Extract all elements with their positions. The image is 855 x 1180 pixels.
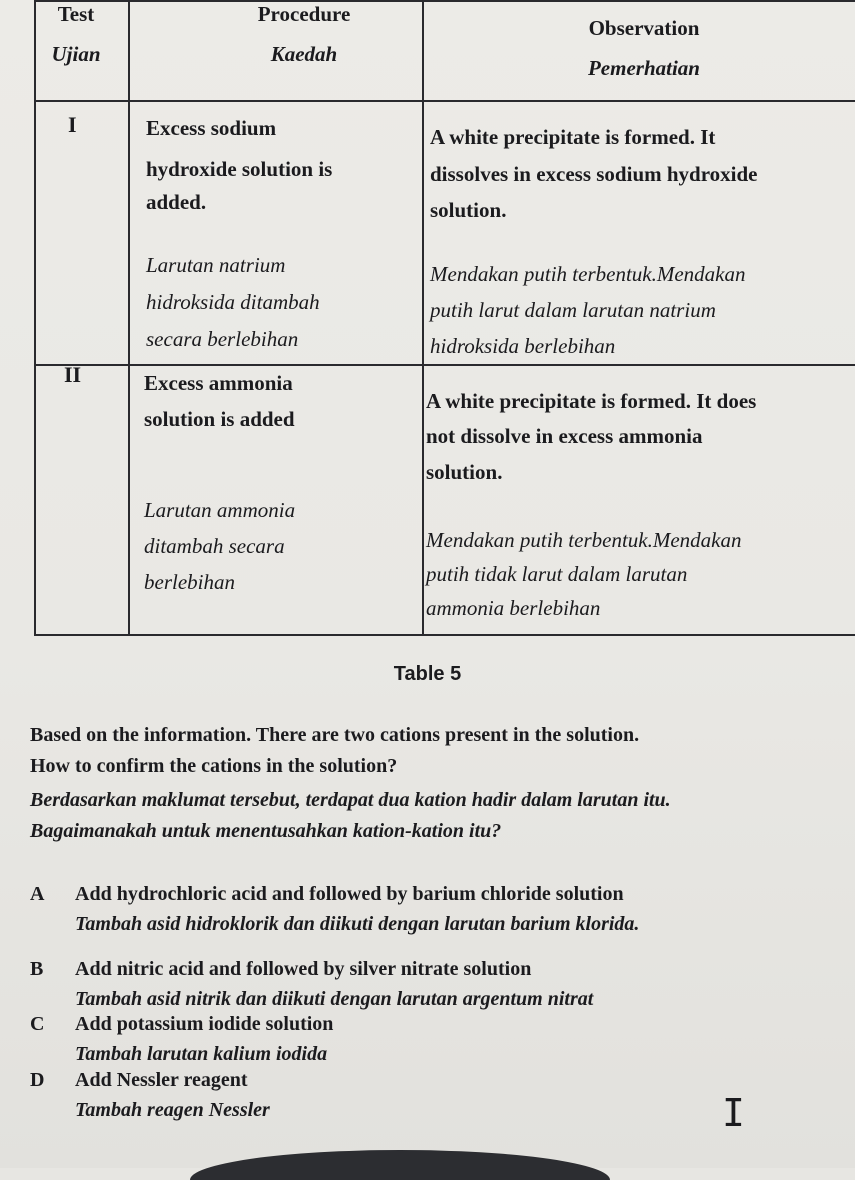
option-a-letter: A [30, 883, 45, 905]
option-b-en: Add nitric acid and followed by silver nitrate solution [75, 958, 532, 980]
option-d-ms: Tambah reagen Nessler [75, 1099, 270, 1121]
row2-procedure-ms-line1: Larutan ammonia [144, 498, 296, 522]
row1-procedure-en-line3: added. [146, 190, 207, 214]
row2-observation-en-line1: A white precipitate is formed. It does [426, 389, 757, 413]
question-ms-line2: Bagaimanakah untuk menentusahkan kation-kation itu? [30, 820, 502, 842]
question-en-line2: How to confirm the cations in the solution? [30, 755, 398, 777]
table-header-divider [34, 100, 855, 102]
option-c-en: Add potassium iodide solution [75, 1013, 334, 1035]
row1-procedure-en-line1: Excess sodium [146, 116, 277, 140]
header-procedure-en: Procedure [257, 2, 351, 26]
row2-observation-ms-line1: Mendakan putih terbentuk.Mendakan [426, 528, 742, 552]
row2-observation [426, 388, 855, 621]
row2-observation-ms-line2: putih tidak larut dalam larutan [426, 562, 688, 586]
row2-procedure-en-line1: Excess ammonia [144, 371, 293, 395]
question-en-line1: Based on the information. There are two cations present in the solution. [30, 724, 640, 746]
row2-procedure-en-line2: solution is added [144, 407, 295, 431]
option-d-en: Add Nessler reagent [75, 1069, 248, 1091]
row1-procedure [146, 115, 416, 352]
option-b-ms: Tambah asid nitrik dan diikuti dengan larutan argentum nitrat [75, 988, 594, 1010]
header-observation-ms: Pemerhatian [587, 56, 700, 80]
option-a-ms: Tambah asid hidroklorik dan diikuti dengan larutan barium klorida. [75, 913, 640, 935]
row2-procedure-ms-line2: ditambah secara [144, 534, 285, 558]
text-cursor-icon: I [722, 1091, 745, 1135]
option-b-letter: B [30, 958, 44, 980]
header-procedure [184, 0, 424, 68]
table-border-top [34, 0, 855, 2]
row2-observation-en-line3: solution. [426, 460, 503, 484]
question-stem [30, 720, 850, 847]
row2-procedure [144, 370, 414, 595]
table-divider-test [128, 0, 130, 636]
header-test-en: Test [57, 2, 95, 26]
question-ms-line1: Berdasarkan maklumat tersebut, terdapat dua kation hadir dalam larutan itu. [30, 789, 671, 811]
row1-procedure-en-line2: hydroxide solution is [146, 157, 333, 181]
row1-test-number: I [68, 112, 77, 137]
row2-observation-en-line2: not dissolve in excess ammonia [426, 424, 703, 448]
option-d-letter: D [30, 1069, 45, 1091]
row1-observation-en-line1: A white precipitate is formed. It [430, 125, 716, 149]
row2-test-number: II [64, 362, 82, 387]
table-divider-procedure [422, 0, 424, 636]
row1-observation-ms-line3: hidroksida berlebihan [430, 334, 616, 358]
header-procedure-ms: Kaedah [270, 42, 338, 66]
option-a-en: Add hydrochloric acid and followed by barium chloride solution [75, 883, 624, 905]
row1-observation-ms-line2: putih larut dalam larutan natrium [430, 298, 716, 322]
table-caption: Table 5 [393, 663, 462, 685]
row1-observation-ms-line1: Mendakan putih terbentuk.Mendakan [430, 262, 746, 286]
header-observation [514, 14, 774, 82]
row1-procedure-ms-line3: secara berlebihan [146, 327, 299, 351]
results-table [34, 0, 855, 636]
row2-procedure-ms-line3: berlebihan [144, 570, 235, 594]
header-observation-en: Observation [588, 16, 700, 40]
header-test-ms: Ujian [51, 42, 101, 66]
table-border-bottom [34, 634, 855, 636]
option-c-letter: C [30, 1013, 45, 1035]
bottom-shadow [190, 1150, 610, 1180]
table-row-divider [34, 364, 855, 366]
row1-procedure-ms-line2: hidroksida ditambah [146, 290, 320, 314]
row1-observation-en-line3: solution. [430, 198, 507, 222]
row1-observation-en-line2: dissolves in excess sodium hydroxide [430, 162, 758, 186]
row2-observation-ms-line3: ammonia berlebihan [426, 596, 601, 620]
header-test [26, 0, 126, 68]
row1-procedure-ms-line1: Larutan natrium [146, 253, 286, 277]
row1-observation [430, 124, 855, 359]
option-c-ms: Tambah larutan kalium iodida [75, 1043, 328, 1065]
table-border-left [34, 0, 36, 636]
